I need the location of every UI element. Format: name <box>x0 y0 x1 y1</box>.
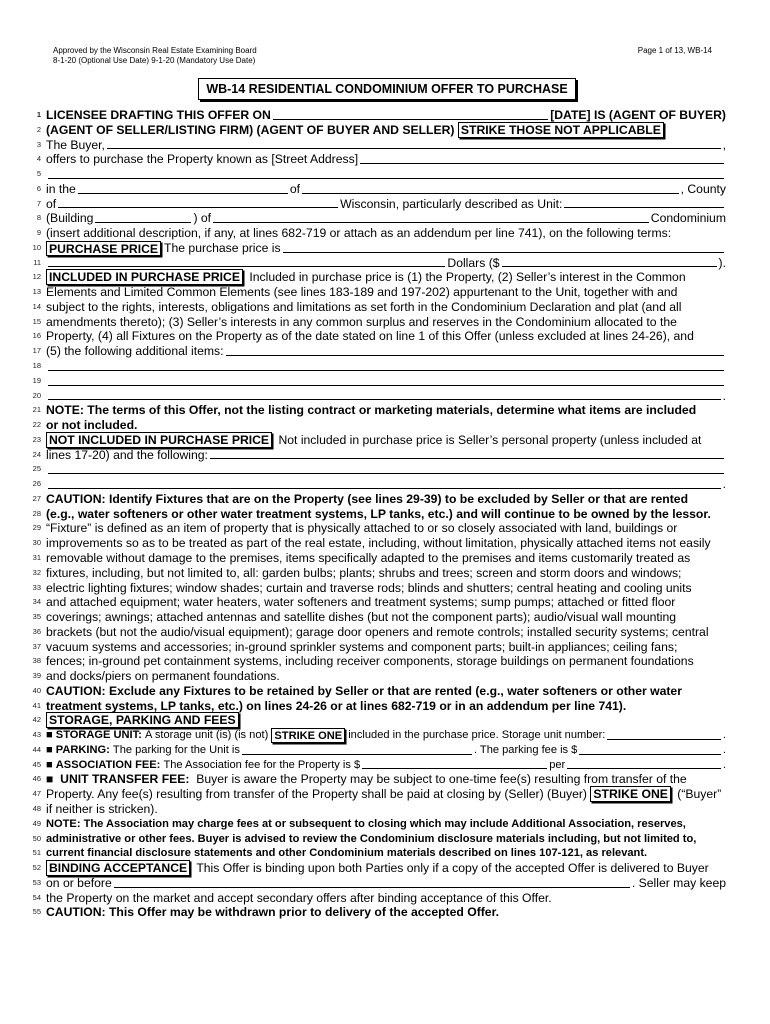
approval-line: Approved by the Wisconsin Real Estate Examining Board <box>53 46 257 55</box>
form-line: 28 (e.g., water softeners or other water treatment systems, LP tanks, etc.) and will continue to be owned by the lessor. <box>32 506 711 521</box>
storage-unit-number-field[interactable] <box>607 728 721 740</box>
bullet-icon: ■ <box>46 743 53 756</box>
form-line: 25 <box>30 462 726 477</box>
form-line: 38 fences; in-ground pet containment systems, including receiver components, storage buildings on permanent foundations <box>32 654 694 669</box>
form-line: 34 and attached equipment; water heaters, water softeners and treatment systems; sump pumps; attached or fitted floor <box>32 595 676 610</box>
form-line: 20 . <box>32 388 726 403</box>
form-line: 27 CAUTION: Identify Fixtures that are on the Property (see lines 29-39) to be excluded by Seller or that are rented <box>32 491 689 506</box>
form-line: 40 CAUTION: Exclude any Fixtures to be retained by Seller or that are rented (e.g., water softeners or other water <box>32 683 682 698</box>
strike-one-box: STRIKE ONE <box>590 786 671 802</box>
form-line: 37 vacuum systems and accessories; in-ground sprinkler systems and component parts; built-in appliances; ceiling fans; <box>32 639 678 654</box>
form-line: 12 INCLUDED IN PURCHASE PRICE Included in purchase price is (1) the Property, (2) Seller’s interest in the Common <box>32 270 686 285</box>
not-included-heading: NOT INCLUDED IN PURCHASE PRICE <box>46 432 272 448</box>
approval-dates: 8-1-20 (Optional Use Date) 9-1-20 (Mandatory Use Date) <box>53 56 256 65</box>
form-line: 31 removable without damage to the premises, items specifically adapted to the premises and items customarily treated as <box>32 550 691 565</box>
purchase-price-heading: PURCHASE PRICE <box>46 241 161 256</box>
form-line: 14 subject to the rights, interests, obligations and limitations as set forth in the Condominium Declaration and plat (and all <box>32 299 682 314</box>
binding-acceptance-heading: BINDING ACCEPTANCE <box>46 860 190 876</box>
form-line: 2 (AGENT OF SELLER/LISTING FIRM) (AGENT OF BUYER AND SELLER) STRIKE THOSE NOT APPLICABLE <box>30 123 726 138</box>
bullet-icon: ■ <box>46 772 54 787</box>
form-line: 42 STORAGE, PARKING AND FEES <box>30 713 726 728</box>
buyer-name-field[interactable] <box>107 138 721 150</box>
county-field[interactable] <box>58 197 338 209</box>
additional-items-field[interactable] <box>48 389 721 401</box>
parking-fee-field[interactable] <box>579 743 721 755</box>
strike-one-box: STRIKE ONE <box>271 728 345 743</box>
additional-items-field[interactable] <box>48 374 724 386</box>
association-fee-field[interactable] <box>362 758 547 770</box>
unit-field[interactable] <box>564 197 724 209</box>
form-line: 52 BINDING ACCEPTANCE This Offer is binding upon both Parties only if a copy of the accepted Offer is delivered to Buyer <box>32 861 709 876</box>
additional-items-field[interactable] <box>48 359 724 371</box>
form-line: 6 in the of , County <box>36 181 726 196</box>
form-line: 1 LICENSEE DRAFTING THIS OFFER ON [DATE] IS (AGENT OF BUYER) <box>36 108 726 122</box>
form-line: 18 <box>30 359 726 374</box>
form-line: 47 Property. Any fee(s) resulting from transfer of the Property shall be paid at closing by (Seller) (Buyer) STRIKE ONE (“Buyer” <box>32 787 722 802</box>
bullet-icon: ■ <box>46 758 53 771</box>
excluded-items-field[interactable] <box>48 477 721 489</box>
municipality-type-field[interactable] <box>78 182 288 194</box>
form-line: 19 <box>30 374 726 389</box>
form-line: 5 <box>30 167 726 182</box>
form-line: 32 fixtures, including, but not limited to, all: garden bulbs; plants; shrubs and trees; screen and storm doors and windows; <box>32 565 682 580</box>
form-line: 53 on or before . Seller may keep <box>32 875 726 890</box>
purchase-price-words-field[interactable] <box>283 241 724 253</box>
form-body <box>30 108 726 920</box>
form-line: 21 NOTE: The terms of this Offer, not the listing contract or marketing materials, determine what items are included <box>32 403 697 418</box>
approval-header <box>53 46 257 66</box>
additional-items-field[interactable] <box>226 344 725 356</box>
form-line: 15 amendments thereto); (3) Seller’s interests in any common surplus and reserves in the Condominium allocated to the <box>32 314 677 329</box>
form-line: 10 PURCHASE PRICE The purchase price is <box>30 241 726 256</box>
form-line: 39 and docks/piers on permanent foundations. <box>32 669 280 684</box>
form-line: 49 NOTE: The Association may charge fees at or subsequent to closing which may include Additional Association, reserves, <box>32 817 686 830</box>
date-field[interactable] <box>273 108 548 120</box>
form-line: 44 ■ PARKING: The parking for the Unit is . The parking fee is $ . <box>32 743 726 756</box>
form-line: 4 offers to purchase the Property known as [Street Address] <box>30 152 726 167</box>
street-address-field[interactable] <box>360 152 724 164</box>
parking-field[interactable] <box>242 743 472 755</box>
form-line: 30 improvements so as to be treated as part of the real estate, including, without limitation, physically attached items not easily <box>32 536 711 551</box>
strike-not-applicable-box: STRIKE THOSE NOT APPLICABLE <box>458 122 664 138</box>
form-line: 11 Dollars ($ ). <box>33 255 726 270</box>
form-line: 9 (insert additional description, if any, at lines 682-719 or attach as an addendum per line 741), on the following terms: <box>36 226 672 241</box>
form-line: 13 Elements and Limited Common Elements (see lines 183-189 and 197-202) appurtenant to the Unit, together with and <box>32 285 678 300</box>
form-line: 3 The Buyer, , <box>36 137 726 152</box>
storage-parking-fees-heading: STORAGE, PARKING AND FEES <box>46 712 239 728</box>
form-line: 35 coverings; awnings; attached antennas and satellite dishes (but not the component parts); audio/visual wall mounting <box>32 610 677 625</box>
form-line: 50 administrative or other fees. Buyer is advised to review the Condominium disclosure materials including, but not limited to, <box>32 832 697 845</box>
form-line: 7 of Wisconsin, particularly described as Unit: <box>30 197 726 212</box>
page-info: Page 1 of 13, WB-14 <box>637 46 712 55</box>
condominium-name-field[interactable] <box>213 211 649 223</box>
form-line: 23 NOT INCLUDED IN PURCHASE PRICE Not included in purchase price is Seller’s personal property (unless included at <box>32 432 702 447</box>
form-line: 36 brackets (but not the audio/visual equipment); garage door openers and remote controls; installed security systems; central <box>32 624 709 639</box>
purchase-price-amount-field[interactable] <box>502 256 717 268</box>
form-line: 41 treatment systems, LP tanks, etc.) on lines 24-26 or at lines 682-719 or in an addendum per line 741). <box>32 698 627 713</box>
address-continued-field[interactable] <box>48 167 724 179</box>
purchase-price-words-continued[interactable] <box>48 256 445 268</box>
form-line: 46 ■ UNIT TRANSFER FEE: Buyer is aware the Property may be subject to one-time fee(s) resulting from transfer of the <box>32 772 687 787</box>
form-line: 54 the Property on the market and accept secondary offers after binding acceptance of this Offer. <box>32 890 552 905</box>
excluded-items-field[interactable] <box>210 448 724 460</box>
form-line: 51 current financial disclosure statements and other Condominium materials described on lines 107-121, as relevant. <box>32 847 648 860</box>
form-line: 24 lines 17-20) and the following: <box>30 448 726 463</box>
form-line: 48 if neither is stricken). <box>32 801 158 816</box>
form-line: 45 ■ ASSOCIATION FEE: The Association fee for the Property is $ per . <box>32 758 726 771</box>
acceptance-deadline-field[interactable] <box>114 876 630 888</box>
form-line: 29 “Fixture” is defined as an item of property that is physically attached to or so closely associated with land, buildings or <box>32 521 678 536</box>
form-line: 8 (Building ) of Condominium <box>36 211 726 226</box>
form-line: 43 ■ STORAGE UNIT: A storage unit (is) (is not) STRIKE ONE included in the purchase price. Storage unit number: . <box>32 729 726 743</box>
form-title: WB-14 RESIDENTIAL CONDOMINIUM OFFER TO PURCHASE <box>198 78 576 100</box>
form-line: 33 electric lighting fixtures; window shades; curtain and traverse rods; blinds and shutters; central heating and cooling units <box>32 580 692 595</box>
excluded-items-field[interactable] <box>48 462 724 474</box>
municipality-name-field[interactable] <box>302 182 679 194</box>
association-fee-period-field[interactable] <box>567 758 721 770</box>
included-in-price-heading: INCLUDED IN PURCHASE PRICE <box>46 269 243 285</box>
building-field[interactable] <box>95 211 191 223</box>
bullet-icon: ■ <box>46 729 53 742</box>
form-line: 17 (5) the following additional items: <box>30 344 726 359</box>
form-line: 26 . <box>32 477 726 492</box>
form-line: 22 or not included. <box>32 418 138 433</box>
form-line: 55 CAUTION: This Offer may be withdrawn prior to delivery of the accepted Offer. <box>32 905 500 920</box>
form-line: 16 Property, (4) all Fixtures on the Property as of the date stated on line 1 of this Offer (unless excluded at lines 24-26), and <box>32 329 694 344</box>
